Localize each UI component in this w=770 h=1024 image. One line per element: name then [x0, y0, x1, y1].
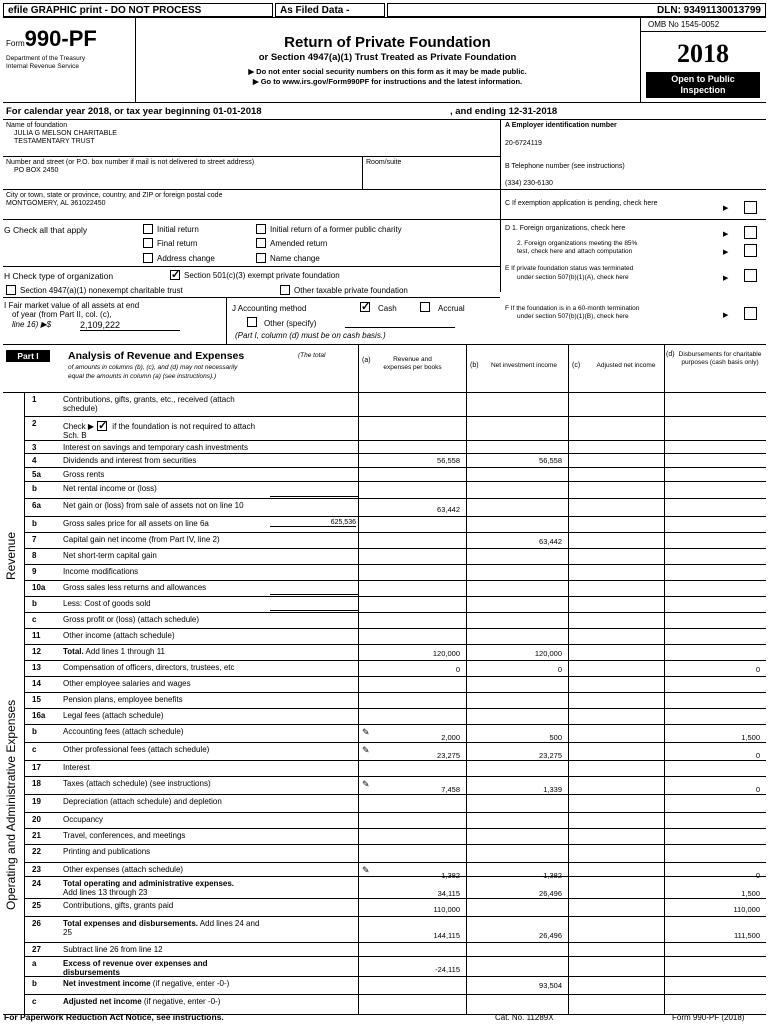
d1-label: D 1. Foreign organizations, check here	[505, 225, 626, 232]
line-label: Total. Add lines 1 through 11	[63, 647, 165, 656]
col-b-value: 1,339	[543, 785, 562, 794]
street-label: Number and street (or P.O. box number if mail is not delivered to street address)	[6, 159, 255, 166]
line-number: 24	[32, 879, 41, 888]
name-label: Name of foundation	[6, 122, 68, 129]
footer-form: Form 990-PF (2018)	[672, 1013, 745, 1022]
col-b-value: 26,496	[539, 889, 562, 898]
calendar-begin: For calendar year 2018, or tax year beginning 01-01-2018	[6, 106, 262, 117]
col-a-value: 34,115	[437, 889, 460, 898]
line-label: Total operating and administrative expenses. Add lines 13 through 23	[63, 879, 235, 897]
line-number: 22	[32, 847, 41, 856]
col-b-value: 93,504	[539, 981, 562, 990]
line-number: 10a	[32, 583, 46, 592]
line-number: c	[32, 615, 37, 624]
line-label: Pension plans, employee benefits	[63, 695, 183, 704]
col-a-value: 56,558	[437, 456, 460, 465]
line-number: b	[32, 979, 37, 988]
line-label: Contributions, gifts, grants, etc., received (attach schedule)	[63, 395, 235, 413]
col-d-value: 1,500	[741, 733, 760, 742]
footer-cat: Cat. No. 11289X	[495, 1013, 554, 1022]
line-number: 26	[32, 919, 41, 928]
room-label: Room/suite	[366, 159, 402, 166]
g-address-checkbox[interactable]	[143, 253, 153, 263]
phone-label: B Telephone number (see instructions)	[505, 163, 625, 170]
side-revenue-label: Revenue	[4, 531, 18, 580]
line-label: Occupancy	[63, 815, 104, 824]
g-label: G Check all that apply	[4, 225, 88, 235]
col-c-header: Adjusted net income	[596, 362, 656, 369]
form-title: Form990-PF	[6, 26, 97, 51]
h-label: H Check type of organization	[4, 271, 114, 281]
line-label: Capital gain net income (from Part IV, line 2)	[63, 535, 220, 544]
foundation-name-1: JULIA G MELSON CHARITABLE	[14, 130, 117, 137]
line-number: 3	[32, 443, 37, 452]
col-a-value: 1,382	[441, 871, 460, 880]
line-number: a	[32, 959, 37, 968]
line-label: Other employee salaries and wages	[63, 679, 191, 688]
street-value: PO BOX 2450	[14, 167, 59, 174]
dln: DLN: 93491130013799	[387, 3, 766, 17]
arrow-right-icon: ▶	[723, 231, 729, 238]
line-number: 23	[32, 865, 41, 874]
line-number: 17	[32, 763, 41, 772]
col-a-value: 63,442	[437, 505, 460, 514]
line-label: Net rental income or (loss)	[63, 484, 157, 493]
city-label: City or town, state or province, country, and ZIP or foreign postal code	[6, 192, 223, 199]
sch-b-checkbox[interactable]: ✓	[98, 420, 108, 432]
arrow-right-icon: ▶	[723, 312, 729, 319]
col-b-value: 1,382	[543, 871, 562, 880]
col-a-header: Revenue and expenses per books	[383, 356, 442, 371]
line-label: Dividends and interest from securities	[63, 456, 197, 465]
line-label: Other expenses (attach schedule)	[63, 865, 184, 874]
col-b-value: 56,558	[539, 456, 562, 465]
j-cash-checkbox[interactable]	[360, 302, 370, 312]
col-d-value: 1,500	[741, 889, 760, 898]
line-label: Contributions, gifts, grants paid	[63, 901, 174, 910]
col-d-value: 0	[755, 751, 760, 760]
calendar-end: , and ending 12-31-2018	[450, 106, 558, 117]
notice-ssn: ▶ Do not enter social security numbers on this form as it may be made public.	[248, 67, 527, 76]
line-number: b	[32, 727, 37, 736]
line-number: 8	[32, 551, 37, 560]
side-expenses-label: Operating and Administrative Expenses	[4, 699, 18, 910]
col-b-value: 26,496	[539, 931, 562, 940]
line-number: c	[32, 745, 37, 754]
line-label: Printing and publications	[63, 847, 151, 856]
line-number: 16a	[32, 711, 46, 720]
attachment-icon[interactable]: ✎	[362, 745, 370, 755]
part1-title: Analysis of Revenue and Expenses	[68, 350, 245, 362]
h-4947-checkbox[interactable]	[6, 285, 16, 295]
col-d-header: Disbursements for charitable purposes (cash basis only)	[678, 351, 762, 366]
line-label: Gross sales price for all assets on line 6a	[63, 519, 209, 528]
line-label: Net investment income (if negative, enter -0-)	[63, 979, 230, 988]
attachment-icon[interactable]: ✎	[362, 865, 370, 875]
line-label: Legal fees (attach schedule)	[63, 711, 164, 720]
attachment-icon[interactable]: ✎	[362, 779, 370, 789]
tax-year: 2018	[677, 39, 729, 68]
f-checkbox[interactable]	[744, 307, 757, 320]
line-label: Other income (attach schedule)	[63, 631, 175, 640]
line-number: 2	[32, 419, 37, 428]
arrow-right-icon: ▶	[723, 249, 729, 256]
line-label: Check ▶ ✓ if the foundation is not required to attach Sch. B	[63, 420, 256, 440]
line-label: Adjusted net income (if negative, enter -0-)	[63, 997, 221, 1006]
line-number: 1	[32, 395, 37, 404]
efile-banner: efile GRAPHIC print - DO NOT PROCESS	[3, 3, 273, 17]
col-d-value: 110,000	[733, 905, 760, 914]
col-a-value: 7,458	[441, 785, 460, 794]
line-label: Compensation of officers, directors, trustees, etc	[63, 663, 235, 672]
col-a-value: 23,275	[437, 751, 460, 760]
line-number: b	[32, 599, 37, 608]
d2-checkbox[interactable]	[744, 244, 757, 257]
attachment-icon[interactable]: ✎	[362, 727, 370, 737]
col-a-value: 2,000	[441, 733, 460, 742]
line-number: 6a	[32, 501, 41, 510]
c-exemption-checkbox[interactable]	[744, 201, 757, 214]
line-label: Subtract line 26 from line 12	[63, 945, 163, 954]
line-label: Travel, conferences, and meetings	[63, 831, 186, 840]
line-number: 11	[32, 631, 41, 640]
footer-paperwork: For Paperwork Reduction Act Notice, see instructions.	[4, 1012, 224, 1022]
line-number: b	[32, 484, 37, 493]
city-value: MONTGOMERY, AL 361022450	[6, 200, 106, 207]
line-number: 4	[32, 456, 37, 465]
col-d-value: 0	[755, 665, 760, 674]
line-label: Income modifications	[63, 567, 139, 576]
part1-tag: Part I	[6, 350, 50, 362]
department: Department of the Treasury	[6, 55, 86, 62]
return-subtitle: or Section 4947(a)(1) Trust Treated as Private Foundation	[258, 52, 517, 63]
ein-label: A Employer identification number	[505, 122, 617, 129]
line-label: Interest	[63, 763, 90, 772]
e-checkbox[interactable]	[744, 269, 757, 282]
return-title: Return of Private Foundation	[284, 34, 491, 51]
col-b-value: 0	[557, 665, 562, 674]
line-number: c	[32, 997, 37, 1006]
line-number: 21	[32, 831, 41, 840]
line-number: 12	[32, 647, 41, 656]
fmv-value: 2,109,222	[80, 320, 180, 331]
line-number: b	[32, 519, 37, 528]
g-name-checkbox[interactable]	[256, 253, 266, 263]
line-label: Net gain or (loss) from sale of assets not on line 10	[63, 501, 244, 510]
col-d-value: 0	[755, 785, 760, 794]
line-number: 20	[32, 815, 41, 824]
line-number: 19	[32, 797, 41, 806]
line-label: Accounting fees (attach schedule)	[63, 727, 184, 736]
gross-sales-inline-value: 625,536	[270, 519, 356, 527]
line-number: 18	[32, 779, 41, 788]
ein-value: 20-6724119	[505, 140, 542, 147]
col-b-value: 500	[549, 733, 562, 742]
line-label: Taxes (attach schedule) (see instructions)	[63, 779, 211, 788]
line-number: 13	[32, 663, 41, 672]
omb-number: OMB No 1545-0052	[648, 20, 720, 29]
line-label: Less: Cost of goods sold	[63, 599, 151, 608]
line-label: Gross sales less returns and allowances	[63, 583, 207, 592]
line-number: 15	[32, 695, 41, 704]
g-final-checkbox[interactable]	[143, 238, 153, 248]
j-accrual-checkbox[interactable]	[420, 302, 430, 312]
col-b-value: 63,442	[539, 537, 562, 546]
col-b-value: 23,275	[539, 751, 562, 760]
g-initial-former-checkbox[interactable]	[256, 224, 266, 234]
g-amended-checkbox[interactable]	[256, 238, 266, 248]
line-number: 9	[32, 567, 37, 576]
arrow-right-icon: ▶	[723, 205, 729, 212]
arrow-right-icon: ▶	[723, 275, 729, 282]
foundation-name-2: TESTAMENTARY TRUST	[14, 138, 95, 145]
line-label: Gross profit or (loss) (attach schedule)	[63, 615, 200, 624]
col-a-value: 144,115	[433, 931, 460, 940]
line-label: Gross rents	[63, 470, 105, 479]
g-initial-checkbox[interactable]	[143, 224, 153, 234]
d1-checkbox[interactable]	[744, 226, 757, 239]
h-other-taxable-checkbox[interactable]	[280, 285, 290, 295]
line-label: Total expenses and disbursements. Add lines 24 and 25	[63, 919, 260, 937]
col-b-header: Net investment income	[490, 362, 558, 369]
h-501c3-checkbox[interactable]	[170, 270, 180, 280]
j-label: J Accounting method	[232, 304, 307, 313]
col-a-value: 0	[455, 665, 460, 674]
col-a-value: -24,115	[435, 965, 460, 974]
line-number: 25	[32, 901, 41, 910]
line-label: Interest on savings and temporary cash investments	[63, 443, 248, 452]
line-label: Other professional fees (attach schedule)	[63, 745, 210, 754]
j-other-checkbox[interactable]	[247, 317, 257, 327]
col-d-value: 111,500	[734, 931, 760, 940]
line-number: 5a	[32, 470, 41, 479]
line-label: Excess of revenue over expenses and disbursements	[63, 959, 208, 977]
irs: Internal Revenue Service	[6, 63, 79, 70]
phone-value: (334) 230-6130	[505, 180, 553, 187]
notice-irs-link[interactable]: ▶ Go to www.irs.gov/Form990PF for instructions and the latest information.	[252, 77, 523, 86]
line-number: 7	[32, 535, 37, 544]
filed-label: As Filed Data -	[275, 3, 385, 17]
line-label: Depreciation (attach schedule) and depletion	[63, 797, 222, 806]
line-number: 27	[32, 945, 41, 954]
col-a-value: 120,000	[432, 649, 460, 658]
line-label: Net short-term capital gain	[63, 551, 157, 560]
col-d-value: 0	[755, 871, 760, 880]
line-number: 14	[32, 679, 41, 688]
col-b-value: 120,000	[534, 649, 562, 658]
col-a-value: 110,000	[433, 905, 460, 914]
open-public-badge: Open to Public Inspection	[646, 72, 760, 98]
c-exemption-label: C If exemption application is pending, check here	[505, 200, 658, 207]
